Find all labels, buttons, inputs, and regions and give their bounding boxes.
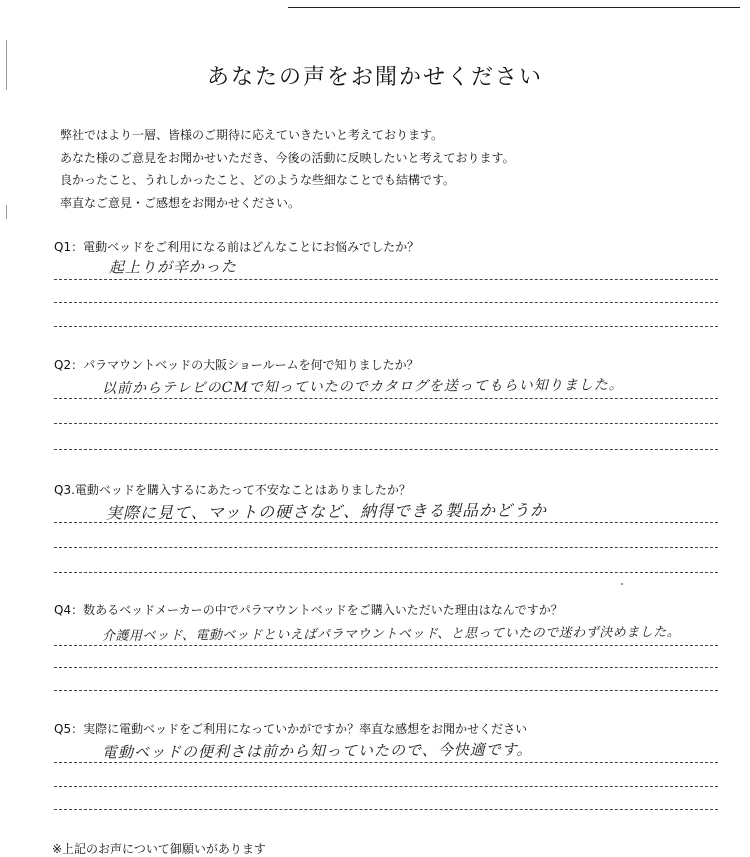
answer-line: [54, 302, 718, 303]
intro-line: あなた様のご意見をお聞かせいただき、今後の活動に反映したいと考えております。: [60, 150, 515, 165]
left-edge-mark: [6, 205, 7, 219]
question-block-q5: [54, 720, 720, 762]
answer-line: [54, 690, 718, 691]
answer-line: [54, 522, 718, 523]
intro-text: [60, 124, 720, 214]
question-label: Q2：パラマウントベッドの大阪ショールームを何で知りましたか？: [54, 358, 419, 372]
answer-line: [54, 645, 718, 646]
answer-line: [54, 423, 718, 424]
intro-line: 良かったこと、うれしかったこと、どのような些細なことでも結構です。: [60, 173, 456, 187]
answer-line: [54, 449, 718, 450]
question-block-q3: [54, 481, 720, 523]
handwritten-answer: 起上りが辛かった: [108, 257, 238, 277]
answer-line: [54, 279, 718, 280]
answer-line: [54, 786, 718, 787]
handwritten-answer: 電動ベッドの便利さは前から知っていたので、今快適です。: [101, 740, 533, 762]
handwritten-answer: 実際に見て、マットの硬さなど、納得できる製品かどうか: [105, 500, 548, 523]
answer-line: [54, 398, 718, 399]
question-label: Q3.電動ベッドを購入するにあたって不安なことはありましたか？: [54, 483, 411, 497]
answer-line: [54, 572, 718, 573]
question-label: Q1：電動ベッドをご利用になる前はどんなことにお悩みでしたか？: [54, 240, 420, 254]
handwritten-answer: 以前からテレビのCMで知っていたのでカタログを送ってもらい知りました。: [101, 377, 624, 397]
scan-speck: [621, 583, 623, 585]
answer-line: [54, 667, 718, 668]
answer-line: [54, 762, 718, 763]
handwritten-answer: 介護用ベッド、電動ベッドといえばパラマウントベッド、と思っていたので迷わず決めました。: [101, 624, 681, 645]
answer-line: [54, 809, 718, 810]
question-block-q1: [54, 238, 720, 277]
top-rule: [288, 7, 740, 8]
intro-line: 弊社ではより一層、皆様のご期待に応えていきたいと考えております。: [60, 128, 444, 142]
answer-line: [54, 326, 718, 327]
question-block-q4: [54, 601, 720, 645]
footer-note: ※上記のお声について御願いがあります: [52, 842, 266, 856]
page-title: あなたの声をお聞かせください: [206, 65, 543, 90]
intro-line: 率直なご意見・ご感想をお聞かせください。: [60, 195, 301, 210]
question-label: Q5：実際に電動ベッドをご利用になっていかがですか？率直な感想をお聞かせください: [54, 722, 528, 736]
answer-line: [54, 547, 718, 548]
question-block-q2: [54, 356, 720, 397]
question-label: Q4：数あるベッドメーカーの中でパラマウントベッドをご購入いただいた理由はなんですか？: [54, 603, 563, 617]
